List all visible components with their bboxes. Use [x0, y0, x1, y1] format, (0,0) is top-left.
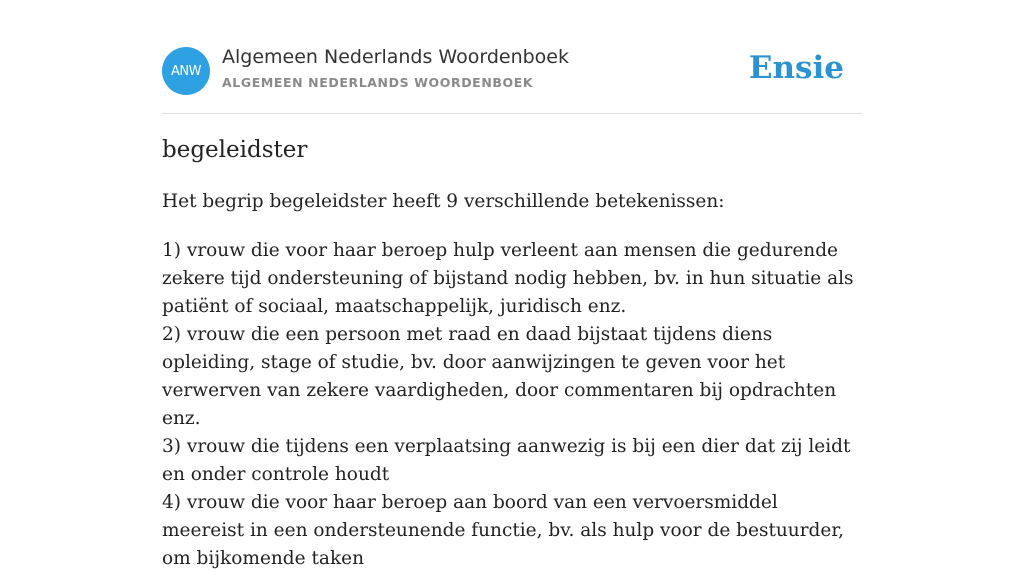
source-logo[interactable]: ANW [162, 47, 210, 95]
definition-item: 3) vrouw die tijdens een verplaatsing aanwezig is bij een dier dat zij leidt en onder controle houdt [162, 436, 851, 485]
entry-word: begeleidster [162, 137, 308, 163]
divider [162, 113, 862, 114]
definition-item: 4) vrouw die voor haar beroep aan boord van een vervoersmiddel meereist in een ondersteunende functie, bv. als hulp voor de bestuurder, om bijkomende taken [162, 492, 845, 569]
definition-item: 1) vrouw die voor haar beroep hulp verleent aan mensen die gedurende zekere tijd ondersteuning of bijstand nodig hebben, bv. in hun situatie als patiënt of sociaal, maatschappelijk, juridisch enz. [162, 240, 854, 317]
source-subtitle: ALGEMEEN NEDERLANDS WOORDENBOEK [222, 75, 534, 90]
definition-item: 2) vrouw die een persoon met raad en daad bijstaat tijdens diens opleiding, stage of studie, bv. door aanwijzingen te geven voor het verwerven van zekere vaardigheden, door commentaren bij opdrachten enz. [162, 324, 837, 429]
definition-list [162, 237, 862, 573]
source-title[interactable]: Algemeen Nederlands Woordenboek [222, 46, 569, 68]
header [162, 46, 862, 96]
entry-intro: Het begrip begeleidster heeft 9 verschillende betekenissen: [162, 191, 725, 212]
brand-logo[interactable]: Ensie [748, 50, 844, 86]
